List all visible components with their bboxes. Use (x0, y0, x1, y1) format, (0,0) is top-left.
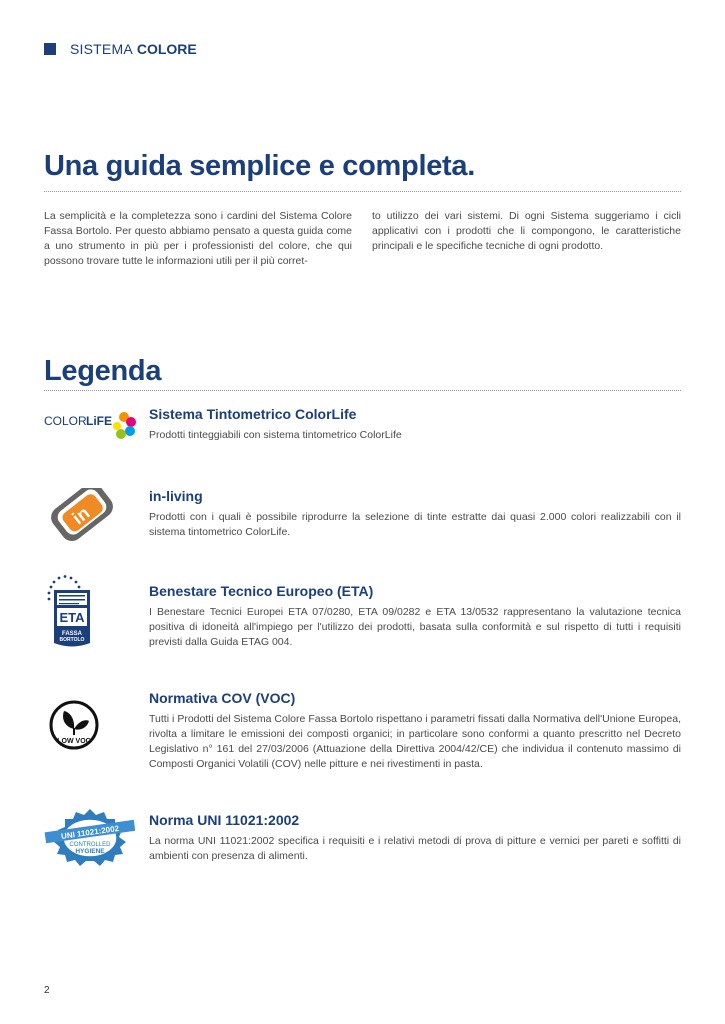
page-title: Una guida semplice e completa. (44, 150, 475, 182)
item-title: Benestare Tecnico Europeo (ETA) (149, 583, 374, 599)
page-number: 2 (44, 985, 50, 996)
low-voc-logo (44, 695, 136, 775)
header-prefix: SISTEMA (70, 41, 133, 57)
svg-text:HYGIENE: HYGIENE (75, 848, 105, 855)
svg-text:UNI 11021:2002: UNI 11021:2002 (60, 823, 120, 842)
uni-hygiene-seal-logo (44, 806, 136, 886)
legend-title: Legenda (44, 355, 162, 387)
header-bold: COLORE (136, 41, 197, 57)
low-voc-text: LOW VOC (57, 738, 91, 745)
colorlife-logo-word1: COLOR (44, 414, 87, 428)
intro-column-1: La semplicità e la completezza sono i cardini del Sistema Colore Fassa Bortolo. Per questo abbiamo pensato a questa guida come a uno strumento in più per i professionisti del colore, che qui possono trovare tutte le informazioni utili per il più corret- (44, 210, 352, 267)
colorlife-logo-word2: LiFE (86, 414, 112, 428)
item-text: Prodotti tinteggiabili con sistema tintometrico ColorLife (149, 429, 402, 441)
colorlife-logo (44, 406, 136, 486)
item-title: Normativa COV (VOC) (149, 690, 296, 706)
in-living-logo (44, 488, 136, 568)
item-text: Prodotti con i quali è possibile riprodurre la selezione di tinte estratte dai quasi 2.000 colori realizzabili con il sistema tintometrico ColorLife. (149, 511, 681, 538)
eta-badge-text: ETA (59, 610, 85, 625)
in-living-logo-text: in (68, 502, 94, 529)
svg-text:FASSA: FASSA (61, 631, 83, 637)
svg-text:CONTROLLED: CONTROLLED (69, 842, 111, 848)
item-text: I Benestare Tecnici Europei ETA 07/0280, ETA 09/0282 e ETA 13/0532 rappresentano la valutazione tecnica positiva di idoneità all'impiego per l'utilizzo dei prodotti, basata sulla conformità e sul rispetto di tutti i requisiti previsti dalla Guida ETAG 004. (149, 606, 681, 648)
intro-column-2: to utilizzo dei vari sistemi. Di ogni Sistema suggeriamo i cicli applicativi con i prodotti che li compongono, le caratteristiche principali e le specifiche tecniche di ogni prodotto. (372, 210, 681, 252)
header-square-icon (44, 43, 56, 55)
item-text: La norma UNI 11021:2002 specifica i requisiti e i relativi metodi di prova di pitture e vernici per pareti e soffitti di ambienti con presenza di alimenti. (149, 835, 681, 862)
item-title: in-living (149, 488, 203, 504)
item-title: Sistema Tintometrico ColorLife (149, 406, 357, 422)
item-text: Tutti i Prodotti del Sistema Colore Fassa Bortolo rispettano i parametri fissati dalla Normativa dell'Unione Europea, rivolta a limitare le emissioni dei composti organici; in particolare sono conformi a quanto prescritto nel Decreto Legislativo n° 161 del 27/03/2006 (Attuazione della Direttiva 2004/42/CE) che individua il contenuto massimo di Composti Organici Volatili (COV) nelle pitture e nei rivestimenti in pasta. (149, 713, 681, 770)
title-divider (44, 191, 681, 192)
svg-text:BORTOLO: BORTOLO (59, 637, 85, 643)
eta-badge-logo (44, 575, 136, 655)
item-title: Norma UNI 11021:2002 (149, 812, 300, 828)
section-header (44, 41, 197, 57)
legend-divider (44, 390, 681, 391)
